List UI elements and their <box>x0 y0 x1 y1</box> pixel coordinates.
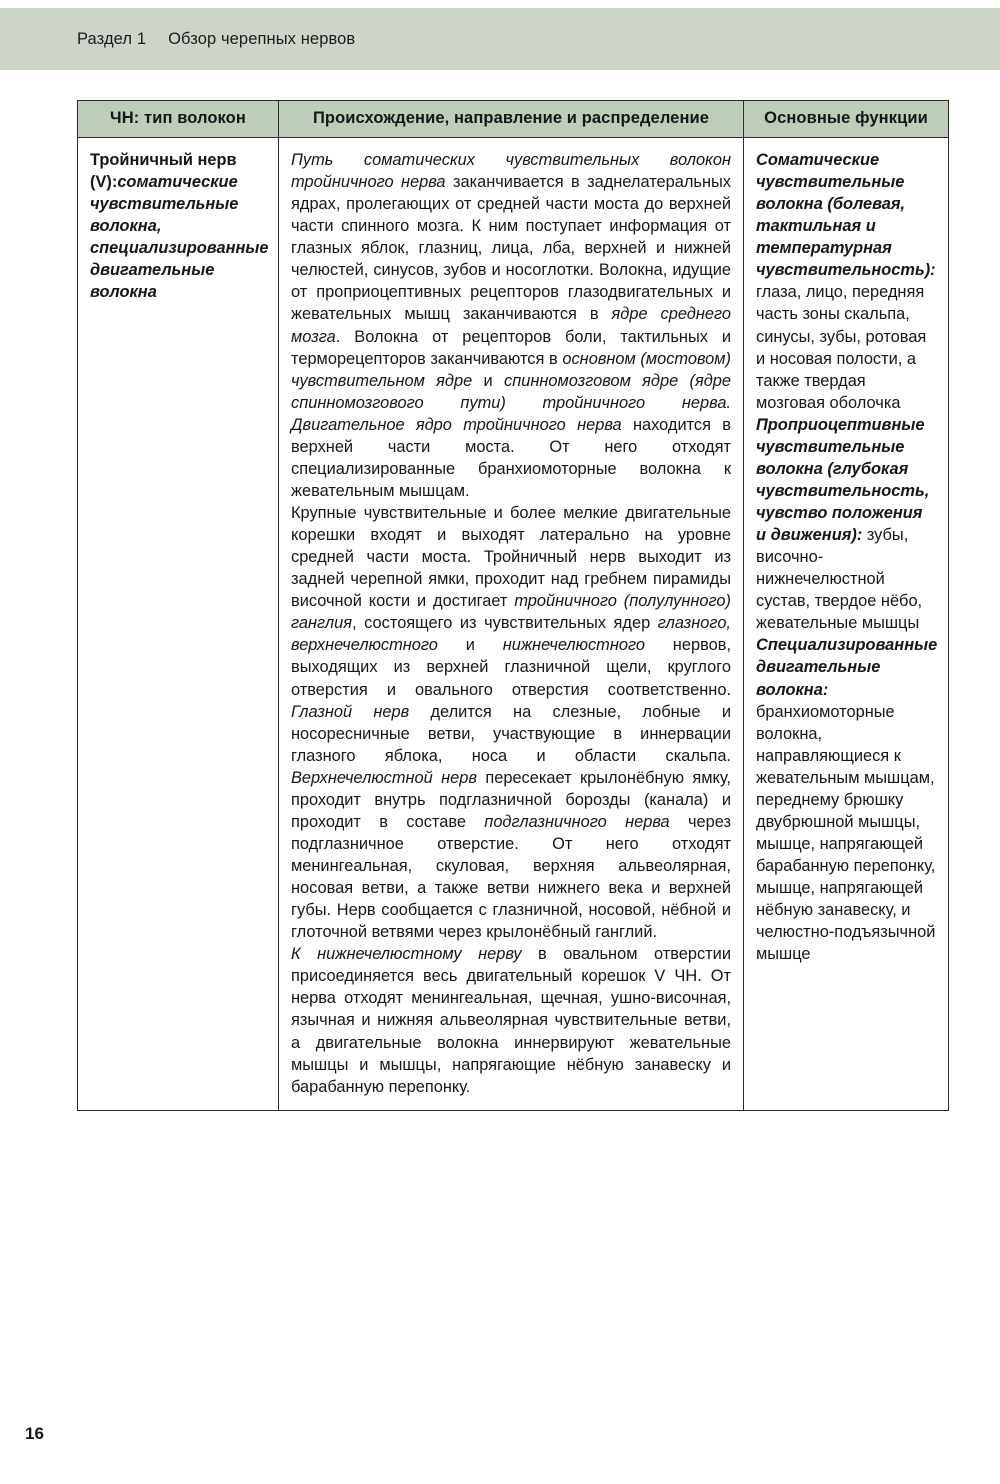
course-p2-text-6: пересекает крылонёбную ямку, проходит внутрь подглазничной борозды (канала) и проходит в составе <box>291 768 731 831</box>
course-p2-term-1: тройничного (полулунного) ганглия <box>291 592 731 633</box>
column-header-main-functions: Основные функции <box>744 101 949 138</box>
function-text-proprioceptive: зубы, височно-нижнечелюстной сустав, твердое нёбо, жевательные мышцы <box>756 526 923 633</box>
cell-origin-course <box>279 138 744 1111</box>
course-p2-term-4: Глазной нерв <box>291 702 410 721</box>
cell-main-functions <box>744 138 949 1111</box>
table-header-row <box>78 101 949 138</box>
course-p1-text-1: заканчивается в заднелатеральных ядрах, пролегающих от средней части моста до верхней части спинного мозга. К ним поступает информация от глазных яблок, глазниц, лица, лба, верхней и нижней челюстей, синусов, зубов и носоглотки. Волокна, идущие от проприоцептивных рецепторов глазодвигательных и жевательных мышц заканчиваются в <box>291 173 732 324</box>
course-p2-text-1: Крупные чувствительные и более мелкие двигательные корешки входят и выходят латерально на уровне средней части моста. Тройничный нерв выходит из задней черепной ямки, проходит над гребнем пирамиды височной кости и достигает <box>291 504 731 611</box>
course-p3-term-1: К нижнечелюстному нерву <box>291 945 522 964</box>
column-header-origin-course: Происхождение, направление и распределение <box>279 101 744 138</box>
page-number: 16 <box>25 1424 44 1443</box>
table-row <box>78 138 949 1111</box>
running-head-text <box>77 30 355 49</box>
function-text-somatic: глаза, лицо, передняя часть зоны скальпа, синусы, зубы, ротовая и носовая полости, а также твердая мозговая оболочка <box>756 283 927 412</box>
cell-fiber-type <box>78 138 279 1111</box>
course-p3-text-1: в овальном отверстии присоединяется весь двигательный корешок V ЧН. От нерва отходят менингеальная, щечная, ушно-височная, язычная и нижняя альвеолярная чувствительные ветви, а двигательные волокна иннервируют жевательные мышцы и мышцы, напрягающие нёбную занавеску и барабанную перепонку. <box>291 945 731 1096</box>
table-head <box>78 101 949 138</box>
function-heading-proprioceptive: Проприоцептивные чувствительные волокна (глубокая чувствительность, чувство положения и движения): <box>756 415 930 545</box>
running-head-section: Раздел 1 <box>77 29 147 48</box>
running-head <box>0 8 1000 70</box>
function-text-motor: бранхиомоторные волокна, направляющиеся к жевательным мышцам, переднему брюшку двубрюшной мышцы, мышце, напрягающей барабанную перепонку, мышце, напрягающей нёбную занавеску, и челюстно-подъязычной мышце <box>756 702 936 964</box>
function-block-somatic <box>756 149 936 414</box>
course-p1-term-2: ядре среднего мозга <box>291 305 731 346</box>
course-p2-text-2: , состоящего из чувствительных ядер <box>352 614 658 633</box>
running-head-title: Обзор черепных нервов <box>168 29 356 48</box>
course-paragraph-1 <box>291 149 731 502</box>
course-p1-term-1: Путь соматических чувствительных волокон тройничного нерва <box>291 151 731 192</box>
function-heading-motor: Специализированные двигательные волокна: <box>756 636 938 699</box>
course-p2-text-4: нервов, выходящих из верхней глазничной щели, круглого отверстия и овального отверстия соответственно. <box>291 636 731 699</box>
course-p1-term-3: основном (мостовом) чувствительном ядре <box>291 349 731 390</box>
course-p2-term-5: Верхнечелюстной нерв <box>291 768 477 787</box>
course-p2-term-3: нижнечелюстного <box>502 636 645 655</box>
cranial-nerve-table <box>77 100 949 1111</box>
function-block-proprioceptive <box>756 414 936 635</box>
course-p1-text-4: находится в верхней части моста. От него отходят специализированные бранхиомоторные волокна к жевательным мышцам. <box>291 415 731 500</box>
course-paragraph-3 <box>291 943 731 1097</box>
table-body <box>78 138 949 1111</box>
course-p2-text-3: и <box>437 636 503 655</box>
nerve-fiber-description: соматические чувствительные волокна, специализированные двигательные волокна <box>90 173 269 302</box>
course-paragraph-2 <box>291 502 731 943</box>
course-p2-term-6: подглазничного нерва <box>484 812 670 831</box>
column-header-fiber-type: ЧН: тип волокон <box>78 101 279 138</box>
nerve-name: Тройничный нерв (V): <box>90 151 237 192</box>
course-p2-text-7: через подглазничное отверстие. От него отходят менингеальная, скуловая, верхняя альвеолярная, носовая ветви, а также ветви нижнего века и верхней губы. Нерв сообщается с глазничной, носовой, нёбной и глоточной ветвями через крылонёбный ганглий. <box>291 812 731 942</box>
function-heading-somatic: Соматические чувствительные волокна (болевая, тактильная и температурная чувствительность): <box>756 151 936 280</box>
course-p1-text-2: . Волокна от рецепторов боли, тактильных и терморецепторов заканчиваются в <box>291 327 731 368</box>
course-p2-term-2: глазного, верхнечелюстного <box>291 614 731 655</box>
course-p1-term-4: спинномозговом ядре (ядре спинномозгового пути) тройничного нерва. Двигательное ядро тройничного нерва <box>291 371 732 434</box>
function-block-motor <box>756 634 936 965</box>
course-p1-text-3: и <box>472 371 504 390</box>
course-p2-text-5: делится на слезные, лобные и носоресничные ветви, участвующие в иннервации глазного яблока, носа и области скальпа. <box>291 702 731 765</box>
